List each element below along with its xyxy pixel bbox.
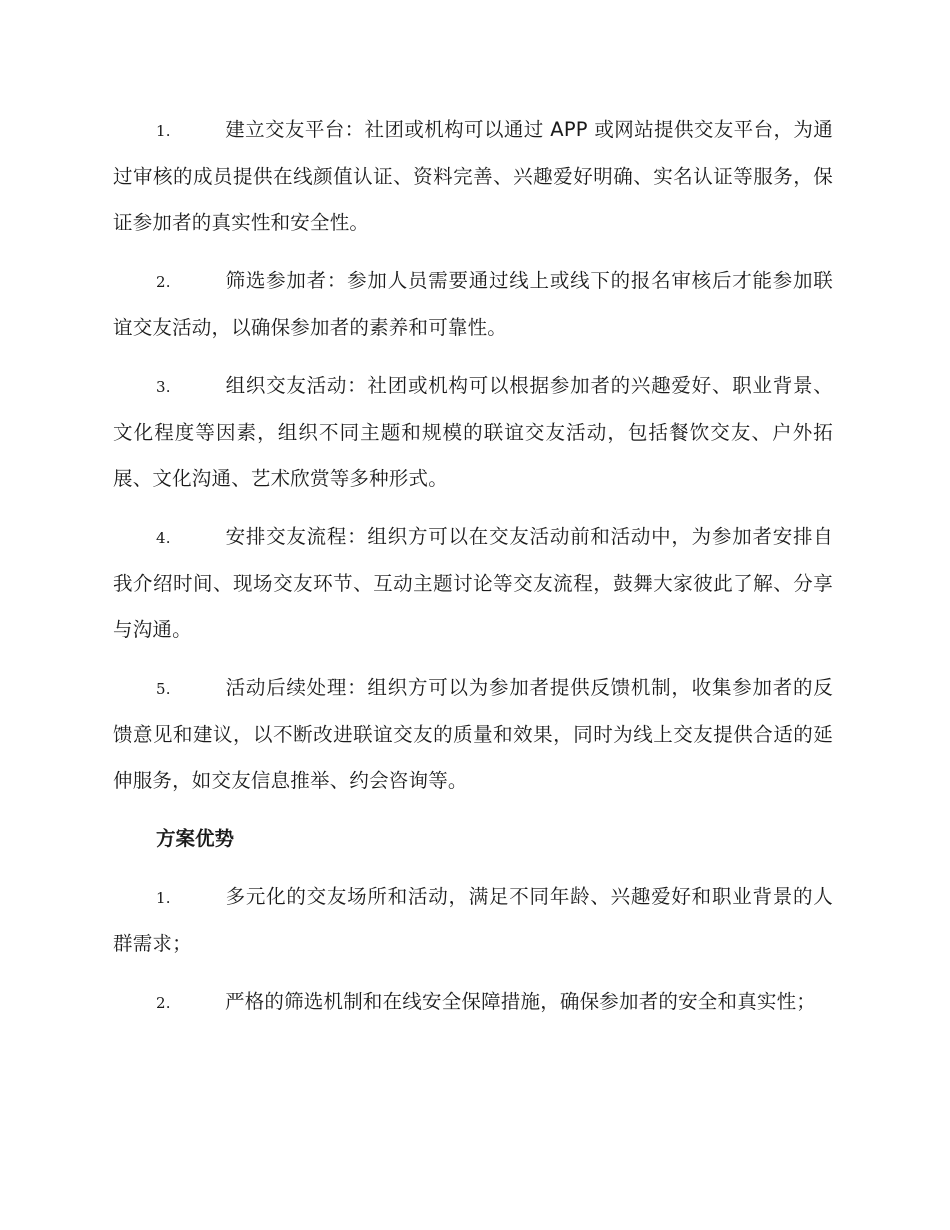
- list-item: [113, 514, 833, 653]
- list-text: 活动后续处理：组织方可以为参加者提供反馈机制，收集参加者的反馈意见和建议，以不断改进联谊交友的质量和效果，同时为线上交友提供合适的延伸服务，如交友信息推举、约会咨询等。: [113, 676, 833, 792]
- list-item: [113, 363, 833, 502]
- section-heading: 方案优势: [156, 827, 235, 850]
- list-number: 4.: [156, 529, 171, 547]
- list-item: [113, 665, 833, 804]
- list-item: [113, 874, 833, 967]
- document-content: [113, 107, 833, 1038]
- advantages-list: [113, 874, 833, 1026]
- list-text: 筛选参加者：参加人员需要通过线上或线下的报名审核后才能参加联谊交友活动，以确保参加者的素养和可靠性。: [113, 269, 833, 339]
- list-text: 多元化的交友场所和活动，满足不同年龄、兴趣爱好和职业背景的人群需求；: [113, 885, 833, 955]
- list-text: 建立交友平台：社团或机构可以通过 APP 或网站提供交友平台，为通过审核的成员提供在线颜值认证、资料完善、兴趣爱好明确、实名认证等服务，保证参加者的真实性和安全性。: [113, 118, 833, 234]
- list-number: 5.: [156, 680, 171, 698]
- list-item: [113, 979, 833, 1026]
- list-text: 严格的筛选机制和在线安全保障措施，确保参加者的安全和真实性；: [225, 990, 817, 1013]
- list-text: 安排交友流程：组织方可以在交友活动前和活动中，为参加者安排自我介绍时间、现场交友环节、互动主题讨论等交友流程，鼓舞大家彼此了解、分享与沟通。: [113, 525, 833, 641]
- list-number: 2.: [156, 273, 171, 291]
- list-number: 1.: [156, 889, 171, 907]
- steps-list: [113, 107, 833, 804]
- list-number: 3.: [156, 378, 171, 396]
- list-number: 1.: [156, 122, 171, 140]
- list-number: 2.: [156, 994, 171, 1012]
- list-item: [113, 107, 833, 246]
- list-item: [113, 258, 833, 351]
- list-text: 组织交友活动：社团或机构可以根据参加者的兴趣爱好、职业背景、文化程度等因素，组织不同主题和规模的联谊交友活动，包括餐饮交友、户外拓展、文化沟通、艺术欣赏等多种形式。: [113, 374, 833, 490]
